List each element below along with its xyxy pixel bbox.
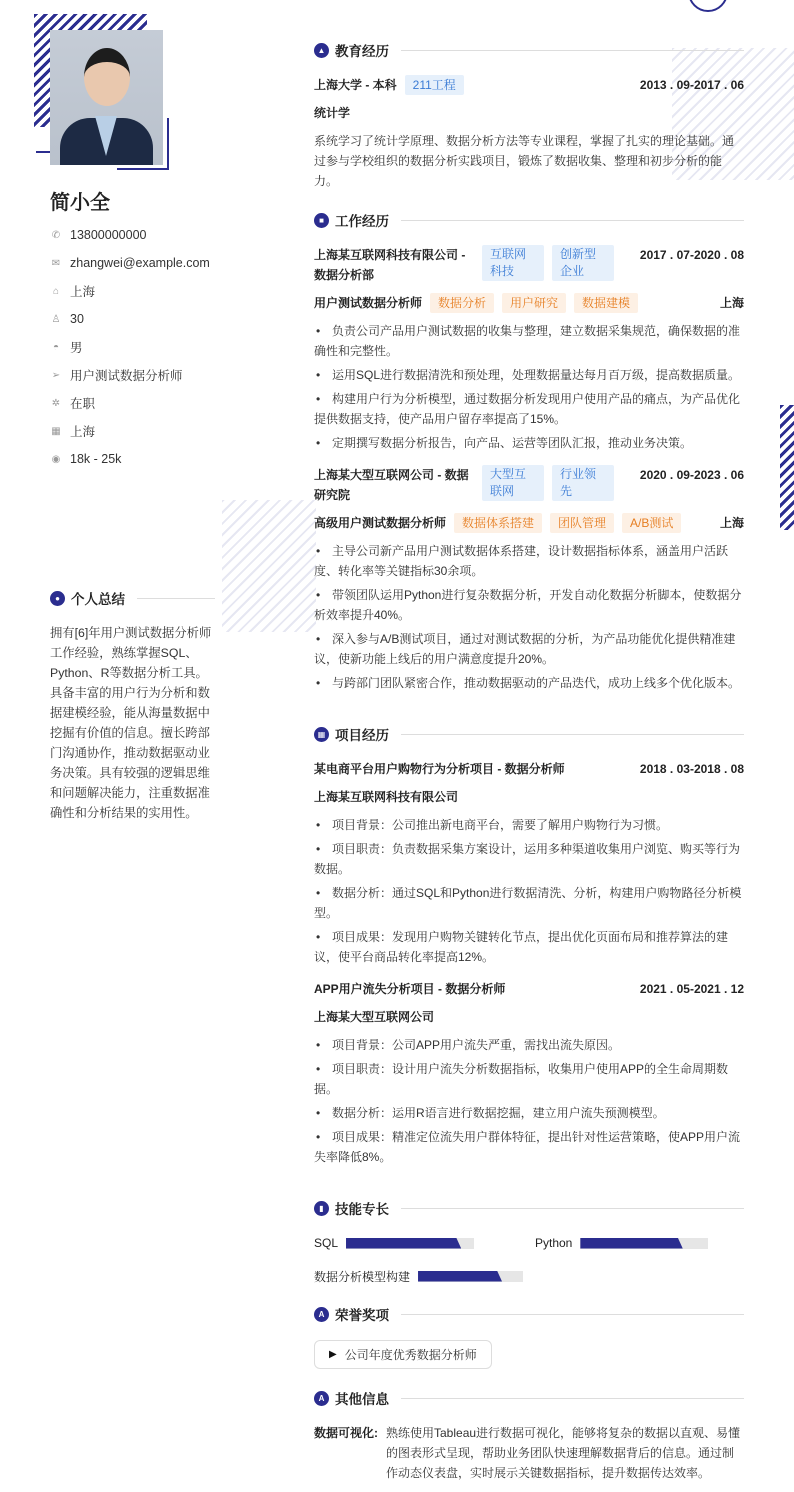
honor-label: 公司年度优秀数据分析师: [344, 1348, 477, 1362]
job-bullet: • 深入参与A/B测试项目，通过对测试数据的分析，为产品功能优化提供精准建议，使新功能上线后的用户满意度提升20%。: [314, 629, 744, 669]
job-role: 高级用户测试数据分析师: [314, 516, 447, 530]
contact-item: [50, 225, 146, 245]
company-tag: 大型互联网: [482, 465, 544, 501]
project-name: 某电商平台用户购物行为分析项目 - 数据分析师: [314, 762, 565, 776]
candidate-name: 简小全: [50, 192, 110, 214]
job-entry: [314, 245, 744, 453]
summary-section: [50, 588, 215, 823]
education-section: [314, 40, 744, 191]
project-bullet: • 项目成果：精准定位流失用户群体特征，提出针对性运营策略，使APP用户流失率降低8%。: [314, 1127, 744, 1167]
section-title: 荣誉奖项: [335, 1308, 389, 1323]
job-entry: [314, 465, 744, 693]
bar-chart-icon: ▮: [314, 1201, 329, 1216]
contact-item: [50, 309, 84, 329]
project-bullet: • 项目背景：公司推出新电商平台，需要了解用户购物行为习惯。: [314, 815, 744, 835]
contact-text: 上海: [70, 285, 96, 299]
position-icon: ➢: [51, 369, 61, 381]
contact-item: [50, 281, 95, 301]
project-date: 2018 . 03-2018 . 08: [639, 762, 744, 776]
decor-stripes: [222, 500, 316, 632]
job-role: 用户测试数据分析师: [314, 296, 423, 310]
project-company: 上海某互联网科技有限公司: [314, 790, 459, 804]
briefcase-icon: ■: [314, 213, 329, 228]
decor-stripes: [780, 405, 794, 530]
date: 2013 . 09-2017 . 06: [639, 78, 744, 92]
mail-icon: ✉: [51, 257, 61, 269]
skill-tag: 数据建模: [574, 293, 638, 313]
job-company: 上海某大型互联网公司 - 数据研究院: [314, 468, 469, 502]
job-bullet: • 构建用户行为分析模型，通过数据分析发现用户使用产品的痛点，为产品优化提供数据支持，使产品用户留存率提高了15%。: [314, 389, 744, 429]
skill-bar: [346, 1238, 474, 1249]
contact-item: [50, 393, 95, 413]
skill-tag: 团队管理: [550, 513, 614, 533]
contact-item: [50, 421, 95, 441]
education-desc: 系统学习了统计学原理、数据分析方法等专业课程，掌握了扎实的理论基础。通过参与学校组织的数据分析实践项目，锻炼了数据收集、整理和初步分析的能力。: [314, 134, 735, 188]
job-bullet: • 带领团队运用Python进行复杂数据分析，开发自动化数据分析脚本，使数据分析效率提升40%。: [314, 585, 744, 625]
contact-text: 用户测试数据分析师: [70, 369, 183, 383]
skill-bar-fill: [580, 1238, 682, 1249]
other-label: 数据可视化:: [314, 1426, 378, 1440]
work-section: [314, 210, 744, 697]
honor-item[interactable]: [314, 1340, 492, 1369]
skills-section: [314, 1198, 744, 1286]
section-title: 教育经历: [335, 44, 389, 59]
contact-text: zhangwei@example.com: [70, 256, 210, 270]
section-title: 技能专长: [335, 1202, 389, 1217]
skill-tag: A/B测试: [622, 513, 681, 533]
project-bullet: • 数据分析：通过SQL和Python进行数据清洗、分析，构建用户购物路径分析模型。: [314, 883, 744, 923]
job-date: 2020 . 09-2023 . 06: [639, 468, 744, 482]
job-city: 上海: [719, 516, 744, 530]
home-icon: ⌂: [52, 285, 60, 297]
major: 统计学: [314, 106, 351, 120]
contact-text: 30: [70, 312, 84, 326]
building-icon: ▦: [51, 425, 61, 437]
skill-tag: 数据分析: [430, 293, 494, 313]
school: 上海大学 - 本科: [314, 78, 397, 92]
summary-text: 拥有[6]年用户测试数据分析师工作经验，熟练掌握SQL、Python、R等数据分析工具。具备丰富的用户行为分析和数据建模经验，能从海量数据中挖掘有价值的信息。擅长跨部门沟通协作，推动数据驱动业务决策。具有较强的逻辑思维和问题解决能力，注重数据准确性和分析结果的实用性。: [50, 626, 212, 820]
project-bullet: • 项目职责：负责数据采集方案设计，运用多种渠道收集用户浏览、购买等行为数据。: [314, 839, 744, 879]
contact-item: [50, 449, 121, 469]
person-icon: ●: [50, 591, 65, 606]
skill-tag: 用户研究: [502, 293, 566, 313]
project-entry: [314, 979, 744, 1167]
contact-text: 18k - 25k: [70, 452, 122, 466]
project-date: 2021 . 05-2021 . 12: [639, 982, 744, 996]
project-company: 上海某大型互联网公司: [314, 1010, 435, 1024]
company-tag: 行业领先: [552, 465, 614, 501]
company-tag: 创新型企业: [552, 245, 614, 281]
project-name: APP用户流失分析项目 - 数据分析师: [314, 982, 506, 996]
job-bullet: • 运用SQL进行数据清洗和预处理，处理数据量达每月百万级，提高数据质量。: [314, 365, 744, 385]
contact-text: 13800000000: [70, 228, 147, 242]
other-section: [314, 1388, 744, 1483]
job-bullet: • 负责公司产品用户测试数据的收集与整理，建立数据采集规范，确保数据的准确性和完整性。: [314, 321, 744, 361]
project-bullet: • 项目背景：公司APP用户流失严重，需找出流失原因。: [314, 1035, 744, 1055]
contact-item: [50, 253, 210, 273]
job-bullet: • 主导公司新产品用户测试数据体系搭建，设计数据指标体系，涵盖用户活跃度、转化率等关键指标30余项。: [314, 541, 744, 581]
project-bullet: • 项目职责：设计用户流失分析数据指标，收集用户使用APP的全生命周期数据。: [314, 1059, 744, 1099]
skill-name: SQL: [314, 1236, 339, 1250]
contact-text: 上海: [70, 425, 96, 439]
award-icon: A: [314, 1307, 329, 1322]
age-icon: ♙: [51, 313, 61, 325]
job-date: 2017 . 07-2020 . 08: [639, 248, 744, 262]
other-text: 熟练使用Tableau进行数据可视化，能够将复杂的数据以直观、易懂的图表形式呈现，帮助业务团队快速理解数据背后的信息。通过制作动态仪表盘，实时展示关键数据指标，提升数据传达效率。: [386, 1426, 741, 1480]
section-title: 个人总结: [71, 592, 125, 607]
salary-icon: ◉: [51, 453, 61, 465]
company-tag: 互联网科技: [482, 245, 544, 281]
job-city: 上海: [719, 296, 744, 310]
skill-bar-fill: [346, 1238, 461, 1249]
job-company: 上海某互联网科技有限公司 - 数据分析部: [314, 248, 466, 282]
skill-bar-fill: [418, 1271, 502, 1282]
award-icon: A: [314, 1391, 329, 1406]
project-entry: [314, 759, 744, 967]
skill-tag: 数据体系搭建: [454, 513, 542, 533]
status-icon: ✲: [51, 397, 61, 409]
projects-section: [314, 724, 744, 1171]
contact-text: 在职: [70, 397, 96, 411]
contact-text: 男: [70, 341, 83, 355]
project-bullet: • 数据分析：运用R语言进行数据挖掘，建立用户流失预测模型。: [314, 1103, 744, 1123]
decor-circle: [688, 0, 728, 12]
phone-icon: ✆: [51, 229, 61, 241]
play-triangle-icon: ▶: [329, 1349, 337, 1360]
grid-icon: ▦: [314, 727, 329, 742]
skill-name: Python: [535, 1236, 573, 1250]
skill-name: 数据分析模型构建: [314, 1269, 411, 1284]
gender-icon: ◓: [52, 341, 60, 353]
contact-item: [50, 337, 83, 357]
graduation-cap-icon: ▲: [314, 43, 329, 58]
section-title: 工作经历: [335, 214, 389, 229]
job-bullet: • 与跨部门团队紧密合作，推动数据驱动的产品迭代，成功上线多个优化版本。: [314, 673, 744, 693]
job-bullet: • 定期撰写数据分析报告，向产品、运营等团队汇报，推动业务决策。: [314, 433, 744, 453]
skill-bar: [580, 1238, 708, 1249]
skill-bar: [418, 1271, 523, 1282]
honors-section: [314, 1304, 744, 1369]
contact-item: [50, 365, 183, 385]
section-title: 项目经历: [335, 728, 389, 743]
avatar-photo: [50, 30, 163, 165]
section-title: 其他信息: [335, 1392, 389, 1407]
project-bullet: • 项目成果：发现用户购物关键转化节点，提出优化页面布局和推荐算法的建议，使平台商品转化率提高12%。: [314, 927, 744, 967]
school-tag: 211工程: [405, 75, 464, 95]
